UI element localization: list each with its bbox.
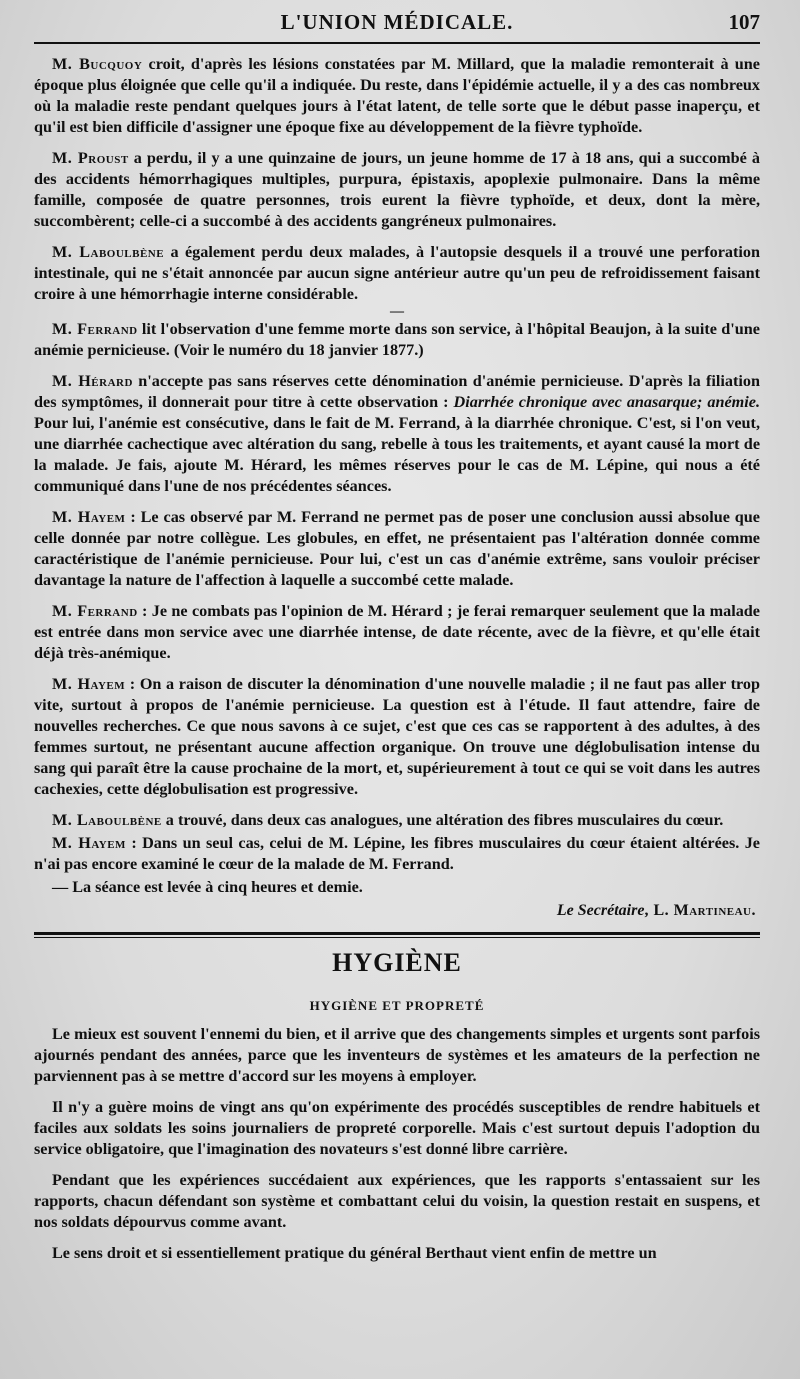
section-title-hygiene: HYGIÈNE [332, 948, 462, 977]
speaker-name: M. Hérard [52, 372, 133, 390]
hygiene-paragraph-3: Pendant que les expériences succédaient aux expériences, que les rapports s'entassaient sur les rapports, chacun défendant son système et combattant celui du voisin, la question restait en suspens, et nos soldats dépourvus comme avant. [34, 1171, 760, 1231]
paragraph-bucquoy [34, 54, 760, 138]
speaker-name: M. Bucquoy [52, 55, 143, 73]
paragraph-hayem-2 [34, 674, 760, 800]
speaker-name: M. Laboulbène [52, 811, 162, 829]
hygiene-paragraph-2: Il n'y a guère moins de vingt ans qu'on expérimente des procédés susceptibles de rendre habituels et faciles aux soldats les soins journaliers de propreté corporelle. Mais c'est surtout depuis l'adoption du service obligatoire, que l'imagination des novateurs s'est donné libre carrière. [34, 1098, 760, 1158]
paragraph-text: a perdu, il y a une quinzaine de jours, un jeune homme de 17 à 18 ans, qui a succombé à des accidents hémorrhagiques multiples, purpura, épistaxis, apoplexie pulmonaire. Dans la même famille, composée de quatre personnes, trois eurent la fièvre typhoïde, et deux, dont la mère, succombèrent; celle-ci a succombé à des accidents gangréneux pulmonaires. [34, 149, 760, 230]
section-subtitle: HYGIÈNE ET PROPRETÉ [309, 998, 485, 1013]
paragraph-laboulbene [34, 242, 760, 305]
paragraph-hayem-1 [34, 507, 760, 591]
paragraph-text: n'accepte pas sans réserves cette dénomination d'anémie pernicieuse. D'après la filiation des symptômes, il donnerait pour titre à cette observation : [34, 372, 761, 411]
paragraph-ferrand-2 [34, 601, 760, 664]
signature-role: Le Secrétaire [556, 902, 645, 919]
speaker-name: M. Hayem [52, 508, 126, 526]
speaker-name: M. Ferrand [52, 320, 138, 338]
paragraph-text: — La séance est levée à cinq heures et demie. [52, 878, 363, 896]
hygiene-paragraph-4: Le sens droit et si essentiellement pratique du général Berthaut vient enfin de mettre un [52, 1244, 657, 1262]
paragraph-laboulbene-2 [34, 810, 760, 831]
section-divider [34, 932, 760, 938]
running-title: L'UNION MÉDICALE. [280, 10, 514, 34]
paragraph-text: a également perdu deux malades, à l'autopsie desquels il a trouvé une perforation intestinale, qui ne s'était annoncée par aucun signe antérieur autre qu'un peu de refroidissement faisant croire à une hémorrhagie interne considérable. [34, 243, 760, 303]
paragraph-herard [34, 371, 760, 497]
speaker-name: M. Ferrand [52, 602, 138, 620]
paragraph-ferrand [34, 319, 760, 361]
paragraph-proust [34, 148, 760, 232]
hygiene-paragraph-1: Le mieux est souvent l'ennemi du bien, et il arrive que des changements simples et urgents sont parfois ajournés pendant des années, parce que les inventeurs de systèmes et les amateurs de la perfection ne parviennent pas à se mettre d'accord sur les moyens à employer. [34, 1025, 760, 1085]
speaker-name: M. Laboulbène [52, 243, 165, 261]
paragraph-hayem-3 [34, 833, 760, 875]
signature-name: , L. Martineau. [644, 902, 756, 919]
page-header [34, 6, 760, 40]
header-rule [34, 42, 760, 44]
paragraph-text: : Dans un seul cas, celui de M. Lépine, les fibres musculaires du cœur étaient altérées. Je n'ai pas encore examiné le cœur de la malade de M. Ferrand. [34, 834, 760, 873]
paragraph-text: lit l'observation d'une femme morte dans son service, à l'hôpital Beaujon, à la suite d'une anémie pernicieuse. (Voir le numéro du 18 janvier 1877.) [34, 320, 760, 359]
paragraph-text: : Je ne combats pas l'opinion de M. Hérard ; je ferai remarquer seulement que la malade est entrée dans mon service avec une diarrhée intense, de date récente, avec de la fièvre, et qu'elle était déjà très-anémique. [34, 602, 760, 662]
speaker-name: M. Hayem [52, 834, 126, 852]
speaker-name: M. Proust [52, 149, 129, 167]
italic-title: Diarrhée chronique avec anasarque; anémie. [453, 393, 760, 411]
page-number: 107 [728, 10, 760, 34]
paragraph-text: : On a raison de discuter la dénomination d'une nouvelle maladie ; il ne faut pas aller trop vite, surtout à propos de l'anémie pernicieuse. La question est à l'étude. Il faut attendre, faire de nouvelles recherches. Ce que nous savons à ce sujet, c'est que ces cas se rapportent à des adultes, à des femmes surtout, ne présentant aucune affection organique. On trouve une déglobulisation intense du sang qui paraît être la cause prochaine de la mort, et, supérieurement à tout ce qui se voit dans les autres cachexies, cette déglobulisation est progressive. [34, 675, 760, 798]
signature [34, 900, 756, 922]
paragraph-closing [34, 877, 760, 898]
paragraph-text: : Le cas observé par M. Ferrand ne permet pas de poser une conclusion aussi absolue que celle donnée par notre collègue. Les globules, en effet, ne présentaient pas l'altération donnée comme caractéristique de l'anémie pernicieuse. Pour lui, c'est un cas d'anémie extrême, sans vouloir préciser davantage la nature de l'affection à laquelle a succombé cette malade. [34, 508, 760, 589]
separator-dash: — [390, 304, 404, 319]
paragraph-text: croit, d'après les lésions constatées par M. Millard, que la maladie remonterait à une époque plus éloignée que celle qu'il a indiquée. Du reste, dans l'épidémie actuelle, il y a des cas nombreux où la maladie reste pendant quelques jours à l'état latent, de telle sorte que le début passe inaperçu, et qu'il est bien difficile d'assigner une époque fixe au développement de la fièvre typhoïde. [34, 55, 760, 136]
paragraph-text: Pour lui, l'anémie est consécutive, dans le fait de M. Ferrand, à la diarrhée chronique. C'est, si l'on veut, une diarrhée cachectique avec altération du sang, rebelle à tous les traitements, et ayant causé la mort de la malade. Je fais, ajoute M. Hérard, les mêmes réserves pour le cas de M. Lépine, qui nous a été communiqué dans l'une de nos précédentes séances. [34, 414, 760, 495]
paragraph-text: a trouvé, dans deux cas analogues, une altération des fibres musculaires du cœur. [161, 811, 724, 829]
speaker-name: M. Hayem [52, 675, 126, 693]
